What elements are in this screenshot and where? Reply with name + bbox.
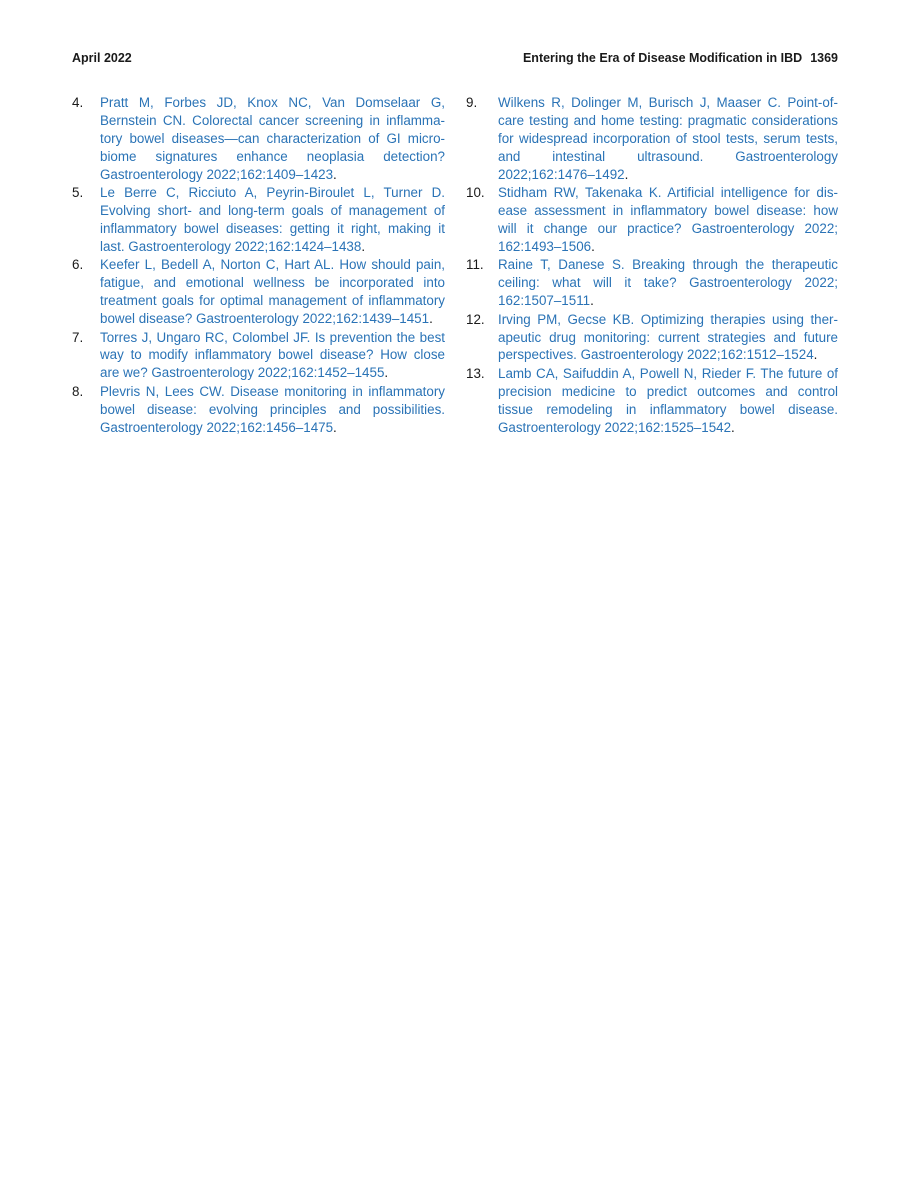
running-title: Entering the Era of Disease Modification in IBD [522,51,803,65]
reference-number: 10. [466,185,485,201]
running-head [72,51,838,71]
reference-list-right [466,94,838,437]
reference-item-12: 12. Irving PM, Gecse KB. Optimizing therapies using therapeutic drug monitoring: current strategies and future perspectives. Gastroenterology 2022;162:1512–1524. [466,311,838,363]
reference-item-9: 9. Wilkens R, Dolinger M, Burisch J, Maaser C. Point-of-care testing and home testing: pragmatic considerations for widespread incorporation of stool tests, serum tests, and intestinal ultrasound. Gastroenterology 2022;162:1476–1492. [466,95,838,182]
reference-link[interactable]: Wilkens R, Dolinger M, Burisch J, Maaser C. Point-of-care testing and home testing: pragmatic considerations for widespread incorporation of stool tests, serum tests, and intestinal ultrasound. Gastroenterology 2022;162:1476–1492 [498,95,838,182]
reference-number: 13. [466,365,485,381]
reference-link[interactable]: Pratt M, Forbes JD, Knox NC, Van Domselaar G, Bernstein CN. Colorectal cancer screening in inflammatory bowel diseases—can characterization of GI microbiome signatures enhance neoplasia detection? Gastroenterology 2022;162:1409–1423 [100,95,445,182]
reference-item-11: 11. Raine T, Danese S. Breaking through the therapeutic ceiling: what will it take? Gastroenterology 2022; 162:1507–1511. [466,257,838,309]
reference-link[interactable]: Plevris N, Lees CW. Disease monitoring in inflammatory bowel disease: evolving principles and possibilities. Gastroenterology 2022;162:1456–1475 [100,383,445,435]
running-title-group [523,51,838,65]
reference-number: 5. [72,185,84,201]
reference-link[interactable]: Keefer L, Bedell A, Norton C, Hart AL. How should pain, fatigue, and emotional wellness be incorporated into treatment goals for optimal management of inflammatory bowel disease? Gastroenterology 2022;162:1439–1451 [100,257,445,327]
references-column-left [72,94,445,437]
reference-item-6: 6. Keefer L, Bedell A, Norton C, Hart AL. How should pain, fatigue, and emotional wellness be incorporated into treatment goals for optimal management of inflammatory bowel disease? Gastroenterology 2022;162:1439–1451. [72,257,445,327]
reference-number: 12. [466,311,485,327]
reference-item-13: 13. Lamb CA, Saifuddin A, Powell N, Rieder F. The future of precision medicine to predict outcomes and control tissue remodeling in inflammatory bowel disease. Gastroenterology 2022;162:1525–1542. [466,365,838,435]
reference-number: 9. [466,95,478,110]
reference-link[interactable]: Lamb CA, Saifuddin A, Powell N, Rieder F. The future of precision medicine to predict outcomes and control tissue remodeling in inflammatory bowel disease. Gastroenterology 2022;162:1525–1542 [498,365,838,435]
reference-link[interactable]: Irving PM, Gecse KB. Optimizing therapies using therapeutic drug monitoring: current strategies and future perspectives. Gastroenterology 2022;162:1512–1524 [498,311,838,363]
reference-link[interactable]: Torres J, Ungaro RC, Colombel JF. Is prevention the best way to modify inflammatory bowel disease? How close are we? Gastroenterology 2022;162:1452–1455 [100,329,445,381]
reference-link[interactable]: Le Berre C, Ricciuto A, Peyrin-Biroulet L, Turner D. Evolving short- and long-term goals of management of inflammatory bowel diseases: getting it right, making it last. Gastroenterology 2022;162:1424–1438 [100,185,445,254]
reference-number: 7. [72,329,84,345]
reference-item-7: 7. Torres J, Ungaro RC, Colombel JF. Is prevention the best way to modify inflammatory bowel disease? How close are we? Gastroenterology 2022;162:1452–1455. [72,329,445,381]
reference-number: 6. [72,257,84,273]
issue-date: April 2022 [72,51,132,65]
reference-item-8: 8. Plevris N, Lees CW. Disease monitoring in inflammatory bowel disease: evolving principles and possibilities. Gastroenterology 2022;162:1456–1475. [72,383,445,435]
reference-link[interactable]: Raine T, Danese S. Breaking through the therapeutic ceiling: what will it take? Gastroenterology 2022; 162:1507–1511 [498,257,838,309]
references-column-right [466,94,838,437]
reference-item-4: 4. Pratt M, Forbes JD, Knox NC, Van Domselaar G, Bernstein CN. Colorectal cancer screening in inflammatory bowel diseases—can characterization of GI microbiome signatures enhance neoplasia detection? Gastroenterology 2022;162:1409–1423. [72,95,445,182]
reference-number: 4. [72,95,84,110]
reference-link[interactable]: Stidham RW, Takenaka K. Artificial intelligence for disease assessment in inflammatory bowel disease: how will it change our practice? Gastroenterology 2022; 162:1493–1506 [498,185,838,254]
reference-number: 8. [72,383,84,399]
reference-item-10: 10. Stidham RW, Takenaka K. Artificial intelligence for disease assessment in inflammatory bowel disease: how will it change our practice? Gastroenterology 2022; 162:1493–1506. [466,185,838,254]
reference-item-5: 5. Le Berre C, Ricciuto A, Peyrin-Biroulet L, Turner D. Evolving short- and long-term goals of management of inflammatory bowel diseases: getting it right, making it last. Gastroenterology 2022;162:1424–1438. [72,185,445,254]
reference-number: 11. [466,257,484,273]
reference-list-left [72,94,445,437]
page-number: 1369 [810,51,838,65]
